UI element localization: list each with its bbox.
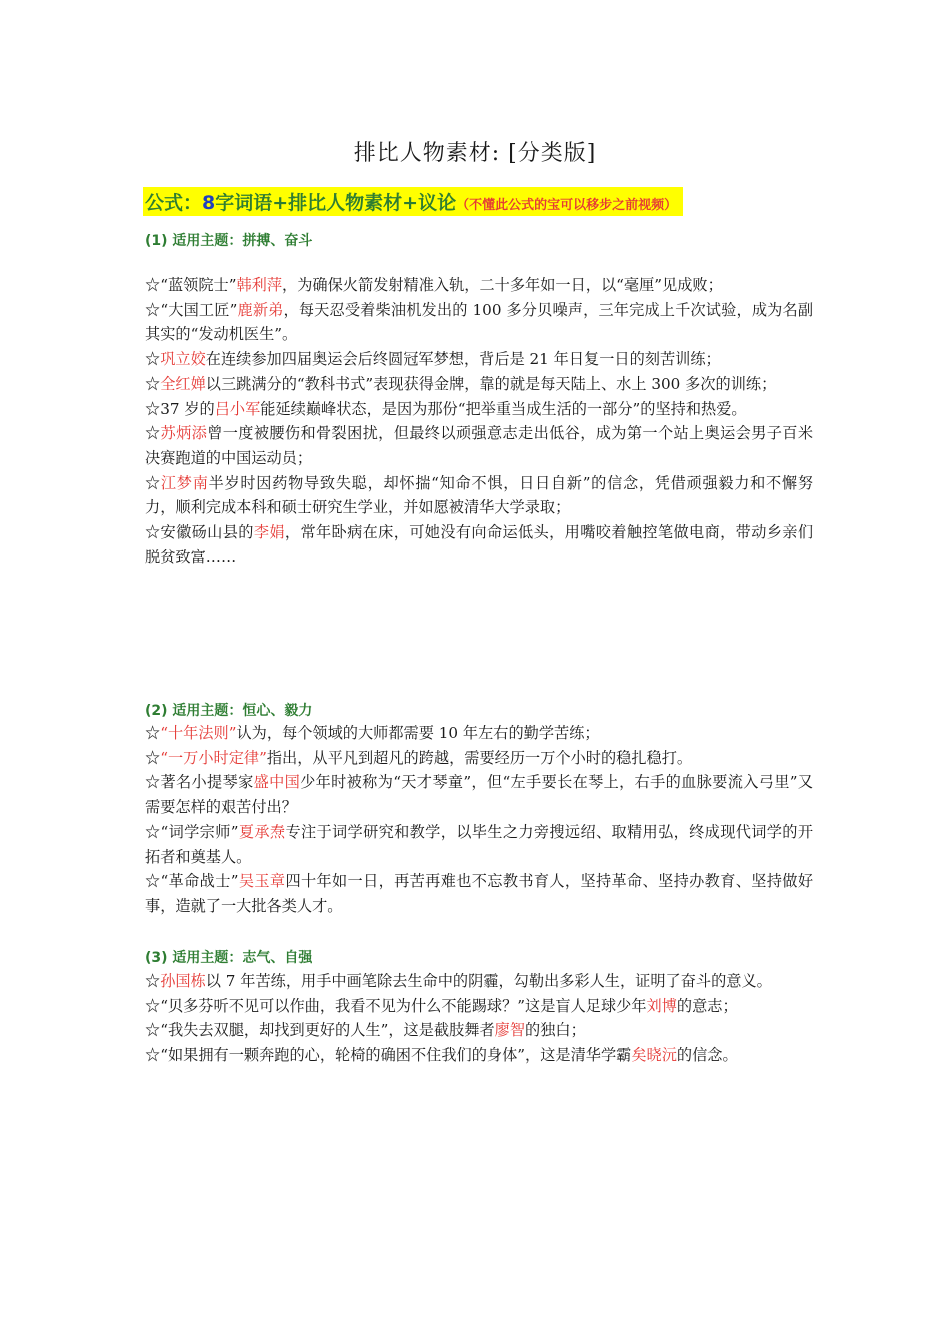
formula-prefix: 公式： (145, 192, 203, 214)
section-body (145, 273, 813, 569)
person-name: 夏承焘 (238, 822, 286, 841)
person-name: 全红婵 (160, 374, 206, 393)
list-item: ☆苏炳添曾一度被腰伤和骨裂困扰，但最终以顽强意志走出低谷，成为第一个站上奥运会男子百米决赛跑道的中国运动员； (145, 424, 814, 467)
person-name: 苏炳添 (160, 424, 208, 443)
person-name: 刘博 (646, 996, 677, 1015)
list-item: ☆江梦南半岁时因药物导致失聪，却怀揣“知命不惧，日日自新”的信念，凭借顽强毅力和不懈努力，顺利完成本科和硕士研究生学业，并如愿被清华大学录取； (145, 473, 814, 517)
list-item: ☆全红婵以三跳满分的“教科书式”表现获得金牌，靠的就是每天陆上、水上 300 多次的训练； (145, 374, 777, 393)
person-name: 李娟 (253, 523, 285, 542)
list-item: ☆孙国栋以 7 年苦练，用手中画笔除去生命中的阴霾，勾勒出多彩人生，证明了奋斗的意义。 (145, 972, 772, 990)
formula-note: （不懂此公式的宝可以移步之前视频） (456, 198, 678, 213)
section-heading: (1) 适用主题：拼搏、奋斗 (145, 233, 313, 249)
person-name: 巩立姣 (160, 350, 206, 369)
page-title: 排比人物素材: [分类版] (353, 141, 597, 166)
list-item: ☆“我失去双腿，却找到更好的人生”，这是截肢舞者廖智的独白； (145, 1021, 586, 1040)
person-name: 鹿新弟 (237, 300, 284, 319)
section-heading: (3) 适用主题：志气、自强 (145, 950, 313, 966)
concept-name: “十年法则” (160, 724, 237, 742)
person-name: 吕小军 (214, 399, 261, 418)
formula-banner (143, 187, 683, 216)
list-item: ☆巩立姣在连续参加四届奥运会后终圆冠军梦想，背后是 21 年日复一日的刻苦训练； (145, 350, 721, 369)
person-name: 孙国栋 (160, 972, 206, 990)
person-name: 矣晓沅 (631, 1046, 677, 1065)
list-item: ☆“一万小时定律”指出，从平凡到超凡的跨越，需要经历一万个小时的稳扎稳打。 (145, 748, 693, 767)
formula-number: 8 (202, 192, 216, 214)
list-item: ☆“贝多芬听不见可以作曲，我看不见为什么不能踢球？”这是盲人足球少年刘博的意志； (145, 996, 738, 1015)
list-item: ☆“革命战士”吴玉章四十年如一日，再苦再难也不忘教书育人，坚持革命、坚持办教育、坚持做好事，造就了一大批各类人才。 (145, 872, 814, 915)
list-item: ☆“十年法则”认为，每个领域的大师都需要 10 年左右的勤学苦练； (145, 724, 600, 742)
list-item: ☆“词学宗师”夏承焘专注于词学研究和教学，以毕生之力旁搜远绍、取精用弘，终成现代词学的开拓者和奠基人。 (145, 822, 814, 866)
list-item: ☆“蓝领院士”韩利萍，为确保火箭发射精准入轨，二十多年如一日，以“毫厘”见成败； (145, 276, 723, 294)
list-item: ☆“大国工匠”鹿新弟，每天忍受着柴油机发出的 100 多分贝噪声，三年完成上千次试验，成为名副其实的“发动机医生”。 (145, 300, 814, 344)
list-item: ☆安徽砀山县的李娟，常年卧病在床，可她没有向命运低头，用嘴咬着触控笔做电商，带动乡亲们脱贫致富…… (145, 523, 814, 566)
formula-text: 字词语+排比人物素材+议论 (215, 192, 457, 214)
section-heading: (2) 适用主题：恒心、毅力 (145, 703, 313, 719)
section-body (145, 721, 813, 919)
list-item: ☆37 岁的吕小军能延续巅峰状态，是因为那份“把举重当成生活的一部分”的坚持和热爱。 (145, 399, 747, 418)
concept-name: “一万小时定律” (160, 748, 267, 767)
section-body (145, 969, 813, 1068)
person-name: 盛中国 (253, 773, 301, 792)
person-name: 廖智 (494, 1021, 526, 1040)
list-item: ☆“如果拥有一颗奔跑的心，轮椅的确困不住我们的身体”，这是清华学霸矣晓沅的信念。 (145, 1046, 738, 1065)
person-name: 韩利萍 (236, 276, 283, 294)
list-item: ☆著名小提琴家盛中国少年时被称为“天才琴童”，但“左手要长在琴上，右手的血脉要流入弓里”又需要怎样的艰苦付出？ (145, 773, 814, 817)
person-name: 江梦南 (160, 473, 209, 492)
person-name: 吴玉章 (238, 872, 286, 891)
